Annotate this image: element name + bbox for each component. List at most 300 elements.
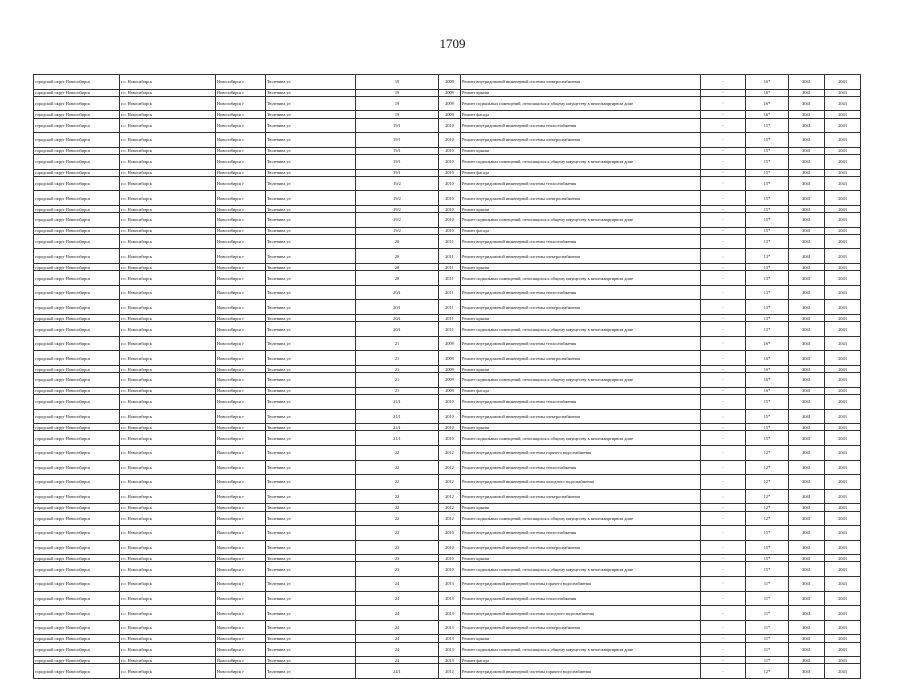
municipality-cell: городской округ Новосибирск bbox=[34, 75, 120, 90]
table-row bbox=[34, 300, 861, 315]
urban-district-cell: г.о. Новосибирск bbox=[120, 336, 216, 351]
table-row bbox=[34, 577, 861, 592]
urban-district-cell: г.о. Новосибирск bbox=[120, 562, 216, 577]
urban-district-cell: г.о. Новосибирск bbox=[120, 154, 216, 169]
table-row bbox=[34, 227, 861, 234]
municipality-cell: городской округ Новосибирск bbox=[34, 591, 120, 606]
end-year-cell: 2043 bbox=[825, 315, 861, 322]
street-cell: Тюленина ул bbox=[266, 387, 356, 394]
house-number-cell: 23 bbox=[356, 540, 439, 555]
locality-cell: Новосибирск г bbox=[216, 387, 266, 394]
work-type-cell: Ремонт подвальных помещений, относящихся к общему имуществу в многоквартирном доме bbox=[461, 96, 701, 111]
work-type-cell: Ремонт внутридомовой инженерной системы электроснабжения bbox=[461, 300, 701, 315]
house-number-cell: 24 bbox=[356, 606, 439, 621]
urban-district-cell: г.о. Новосибирск bbox=[120, 271, 216, 286]
locality-cell: Новосибирск г bbox=[216, 460, 266, 475]
table-row bbox=[34, 249, 861, 264]
municipality-cell: городской округ Новосибирск bbox=[34, 234, 120, 249]
urban-district-cell: г.о. Новосибирск bbox=[120, 234, 216, 249]
dash-cell: - bbox=[701, 147, 746, 154]
locality-cell: Новосибирск г bbox=[216, 511, 266, 526]
house-number-cell: 20 bbox=[356, 249, 439, 264]
year-built-cell: 2011 bbox=[439, 285, 461, 300]
table-row bbox=[34, 555, 861, 562]
municipality-cell: городской округ Новосибирск bbox=[34, 96, 120, 111]
term-cell: 15* bbox=[746, 147, 789, 154]
house-number-cell: 24 bbox=[356, 642, 439, 657]
work-type-cell: Ремонт внутридомовой инженерной системы теплоснабжения bbox=[461, 460, 701, 475]
end-year-cell: 2043 bbox=[825, 322, 861, 337]
start-year-cell: 2041 bbox=[789, 577, 825, 592]
work-type-cell: Ремонт крыши bbox=[461, 147, 701, 154]
locality-cell: Новосибирск г bbox=[216, 75, 266, 90]
work-type-cell: Ремонт внутридомовой инженерной системы теплоснабжения bbox=[461, 118, 701, 133]
municipality-cell: городской округ Новосибирск bbox=[34, 169, 120, 176]
table-row bbox=[34, 642, 861, 657]
table-row bbox=[34, 205, 861, 212]
dash-cell: - bbox=[701, 606, 746, 621]
house-number-cell: 22 bbox=[356, 489, 439, 504]
start-year-cell: 2041 bbox=[789, 264, 825, 271]
work-type-cell: Ремонт внутридомовой инженерной системы электроснабжения bbox=[461, 191, 701, 206]
start-year-cell: 2041 bbox=[789, 460, 825, 475]
term-cell: 12* bbox=[746, 511, 789, 526]
start-year-cell: 2041 bbox=[789, 271, 825, 286]
term-cell: 16* bbox=[746, 111, 789, 118]
term-cell: 16* bbox=[746, 336, 789, 351]
locality-cell: Новосибирск г bbox=[216, 336, 266, 351]
start-year-cell: 2041 bbox=[789, 555, 825, 562]
urban-district-cell: г.о. Новосибирск bbox=[120, 191, 216, 206]
end-year-cell: 2043 bbox=[825, 562, 861, 577]
house-number-cell: 19/1 bbox=[356, 147, 439, 154]
start-year-cell: 2041 bbox=[789, 315, 825, 322]
house-number-cell: 23 bbox=[356, 562, 439, 577]
work-type-cell: Ремонт крыши bbox=[461, 635, 701, 642]
dash-cell: - bbox=[701, 169, 746, 176]
year-built-cell: 2010 bbox=[439, 394, 461, 409]
street-cell: Тюленина ул bbox=[266, 555, 356, 562]
urban-district-cell: г.о. Новосибирск bbox=[120, 147, 216, 154]
municipality-cell: городской округ Новосибирск bbox=[34, 489, 120, 504]
end-year-cell: 2043 bbox=[825, 234, 861, 249]
term-cell: 13* bbox=[746, 285, 789, 300]
street-cell: Тюленина ул bbox=[266, 642, 356, 657]
end-year-cell: 2043 bbox=[825, 111, 861, 118]
municipality-cell: городской округ Новосибирск bbox=[34, 154, 120, 169]
table-row bbox=[34, 89, 861, 96]
locality-cell: Новосибирск г bbox=[216, 191, 266, 206]
dash-cell: - bbox=[701, 394, 746, 409]
municipality-cell: городской округ Новосибирск bbox=[34, 111, 120, 118]
urban-district-cell: г.о. Новосибирск bbox=[120, 227, 216, 234]
table-row bbox=[34, 96, 861, 111]
urban-district-cell: г.о. Новосибирск bbox=[120, 176, 216, 191]
house-number-cell: 20 bbox=[356, 271, 439, 286]
start-year-cell: 2041 bbox=[789, 75, 825, 90]
year-built-cell: 2012 bbox=[439, 489, 461, 504]
dash-cell: - bbox=[701, 271, 746, 286]
term-cell: 15* bbox=[746, 118, 789, 133]
start-year-cell: 2041 bbox=[789, 89, 825, 96]
table-row bbox=[34, 351, 861, 366]
end-year-cell: 2043 bbox=[825, 606, 861, 621]
municipality-cell: городской округ Новосибирск bbox=[34, 285, 120, 300]
dash-cell: - bbox=[701, 373, 746, 388]
dash-cell: - bbox=[701, 315, 746, 322]
start-year-cell: 2041 bbox=[789, 394, 825, 409]
start-year-cell: 2041 bbox=[789, 431, 825, 446]
table-row bbox=[34, 540, 861, 555]
dash-cell: - bbox=[701, 111, 746, 118]
year-built-cell: 2012 bbox=[439, 504, 461, 511]
urban-district-cell: г.о. Новосибирск bbox=[120, 133, 216, 148]
house-number-cell: 22 bbox=[356, 460, 439, 475]
dash-cell: - bbox=[701, 562, 746, 577]
locality-cell: Новосибирск г bbox=[216, 475, 266, 490]
urban-district-cell: г.о. Новосибирск bbox=[120, 394, 216, 409]
street-cell: Тюленина ул bbox=[266, 394, 356, 409]
end-year-cell: 2043 bbox=[825, 664, 861, 679]
house-number-cell: 20/1 bbox=[356, 315, 439, 322]
municipality-cell: городской округ Новосибирск bbox=[34, 555, 120, 562]
house-number-cell: 19 bbox=[356, 111, 439, 118]
dash-cell: - bbox=[701, 351, 746, 366]
house-number-cell: 24 bbox=[356, 635, 439, 642]
work-type-cell: Ремонт фасада bbox=[461, 657, 701, 664]
work-type-cell: Ремонт подвальных помещений, относящихся к общему имуществу в многоквартирном доме bbox=[461, 271, 701, 286]
term-cell: 15* bbox=[746, 191, 789, 206]
locality-cell: Новосибирск г bbox=[216, 154, 266, 169]
year-built-cell: 2010 bbox=[439, 526, 461, 541]
term-cell: 13* bbox=[746, 271, 789, 286]
year-built-cell: 2013 bbox=[439, 620, 461, 635]
municipality-cell: городской округ Новосибирск bbox=[34, 511, 120, 526]
urban-district-cell: г.о. Новосибирск bbox=[120, 96, 216, 111]
house-number-cell: 24 bbox=[356, 591, 439, 606]
year-built-cell: 2010 bbox=[439, 205, 461, 212]
start-year-cell: 2041 bbox=[789, 540, 825, 555]
end-year-cell: 2043 bbox=[825, 620, 861, 635]
dash-cell: - bbox=[701, 540, 746, 555]
locality-cell: Новосибирск г bbox=[216, 642, 266, 657]
end-year-cell: 2043 bbox=[825, 75, 861, 90]
start-year-cell: 2041 bbox=[789, 424, 825, 431]
locality-cell: Новосибирск г bbox=[216, 394, 266, 409]
table-row bbox=[34, 271, 861, 286]
municipality-cell: городской округ Новосибирск bbox=[34, 191, 120, 206]
work-type-cell: Ремонт внутридомовой инженерной системы теплоснабжения bbox=[461, 285, 701, 300]
end-year-cell: 2043 bbox=[825, 264, 861, 271]
municipality-cell: городской округ Новосибирск bbox=[34, 475, 120, 490]
work-type-cell: Ремонт крыши bbox=[461, 504, 701, 511]
municipality-cell: городской округ Новосибирск bbox=[34, 445, 120, 460]
street-cell: Тюленина ул bbox=[266, 351, 356, 366]
start-year-cell: 2041 bbox=[789, 191, 825, 206]
municipality-cell: городской округ Новосибирск bbox=[34, 657, 120, 664]
urban-district-cell: г.о. Новосибирск bbox=[120, 504, 216, 511]
start-year-cell: 2041 bbox=[789, 205, 825, 212]
start-year-cell: 2041 bbox=[789, 300, 825, 315]
year-built-cell: 2010 bbox=[439, 147, 461, 154]
house-number-cell: 19/2 bbox=[356, 205, 439, 212]
urban-district-cell: г.о. Новосибирск bbox=[120, 526, 216, 541]
locality-cell: Новосибирск г bbox=[216, 562, 266, 577]
municipality-cell: городской округ Новосибирск bbox=[34, 431, 120, 446]
dash-cell: - bbox=[701, 191, 746, 206]
start-year-cell: 2041 bbox=[789, 373, 825, 388]
locality-cell: Новосибирск г bbox=[216, 96, 266, 111]
table-row bbox=[34, 591, 861, 606]
street-cell: Тюленина ул bbox=[266, 475, 356, 490]
municipality-cell: городской округ Новосибирск bbox=[34, 526, 120, 541]
term-cell: 16* bbox=[746, 89, 789, 96]
municipality-cell: городской округ Новосибирск bbox=[34, 249, 120, 264]
start-year-cell: 2041 bbox=[789, 154, 825, 169]
term-cell: 16* bbox=[746, 366, 789, 373]
house-number-cell: 24 bbox=[356, 620, 439, 635]
municipality-cell: городской округ Новосибирск bbox=[34, 213, 120, 228]
urban-district-cell: г.о. Новосибирск bbox=[120, 424, 216, 431]
locality-cell: Новосибирск г bbox=[216, 591, 266, 606]
urban-district-cell: г.о. Новосибирск bbox=[120, 489, 216, 504]
dash-cell: - bbox=[701, 489, 746, 504]
term-cell: 12* bbox=[746, 489, 789, 504]
house-number-cell: 21/1 bbox=[356, 409, 439, 424]
locality-cell: Новосибирск г bbox=[216, 271, 266, 286]
urban-district-cell: г.о. Новосибирск bbox=[120, 475, 216, 490]
house-number-cell: 19/2 bbox=[356, 191, 439, 206]
locality-cell: Новосибирск г bbox=[216, 504, 266, 511]
year-built-cell: 2010 bbox=[439, 562, 461, 577]
year-built-cell: 2010 bbox=[439, 409, 461, 424]
start-year-cell: 2041 bbox=[789, 657, 825, 664]
municipality-cell: городской округ Новосибирск bbox=[34, 562, 120, 577]
term-cell: 15* bbox=[746, 424, 789, 431]
house-number-cell: 23 bbox=[356, 526, 439, 541]
year-built-cell: 2009 bbox=[439, 75, 461, 90]
urban-district-cell: г.о. Новосибирск bbox=[120, 75, 216, 90]
table-row bbox=[34, 511, 861, 526]
dash-cell: - bbox=[701, 227, 746, 234]
house-number-cell: 21 bbox=[356, 387, 439, 394]
start-year-cell: 2041 bbox=[789, 445, 825, 460]
term-cell: 11* bbox=[746, 620, 789, 635]
table-body bbox=[34, 75, 861, 679]
urban-district-cell: г.о. Новосибирск bbox=[120, 657, 216, 664]
year-built-cell: 2009 bbox=[439, 366, 461, 373]
street-cell: Тюленина ул bbox=[266, 511, 356, 526]
municipality-cell: городской округ Новосибирск bbox=[34, 227, 120, 234]
locality-cell: Новосибирск г bbox=[216, 555, 266, 562]
work-type-cell: Ремонт внутридомовой инженерной системы холодного водоснабжения bbox=[461, 475, 701, 490]
work-type-cell: Ремонт внутридомовой инженерной системы теплоснабжения bbox=[461, 234, 701, 249]
locality-cell: Новосибирск г bbox=[216, 176, 266, 191]
work-type-cell: Ремонт внутридомовой инженерной системы теплоснабжения bbox=[461, 336, 701, 351]
work-type-cell: Ремонт фасада bbox=[461, 387, 701, 394]
table-row bbox=[34, 489, 861, 504]
term-cell: 15* bbox=[746, 227, 789, 234]
street-cell: Тюленина ул bbox=[266, 227, 356, 234]
start-year-cell: 2041 bbox=[789, 489, 825, 504]
term-cell: 15* bbox=[746, 176, 789, 191]
work-type-cell: Ремонт подвальных помещений, относящихся к общему имуществу в многоквартирном доме bbox=[461, 511, 701, 526]
locality-cell: Новосибирск г bbox=[216, 300, 266, 315]
municipality-cell: городской округ Новосибирск bbox=[34, 336, 120, 351]
urban-district-cell: г.о. Новосибирск bbox=[120, 445, 216, 460]
term-cell: 12* bbox=[746, 664, 789, 679]
work-type-cell: Ремонт подвальных помещений, относящихся к общему имуществу в многоквартирном доме bbox=[461, 154, 701, 169]
end-year-cell: 2043 bbox=[825, 657, 861, 664]
house-number-cell: 19/2 bbox=[356, 227, 439, 234]
street-cell: Тюленина ул bbox=[266, 315, 356, 322]
start-year-cell: 2041 bbox=[789, 606, 825, 621]
locality-cell: Новосибирск г bbox=[216, 89, 266, 96]
end-year-cell: 2043 bbox=[825, 540, 861, 555]
term-cell: 11* bbox=[746, 591, 789, 606]
street-cell: Тюленина ул bbox=[266, 664, 356, 679]
start-year-cell: 2041 bbox=[789, 118, 825, 133]
dash-cell: - bbox=[701, 424, 746, 431]
year-built-cell: 2011 bbox=[439, 249, 461, 264]
street-cell: Тюленина ул bbox=[266, 366, 356, 373]
urban-district-cell: г.о. Новосибирск bbox=[120, 387, 216, 394]
term-cell: 11* bbox=[746, 577, 789, 592]
municipality-cell: городской округ Новосибирск bbox=[34, 147, 120, 154]
locality-cell: Новосибирск г bbox=[216, 234, 266, 249]
house-number-cell: 21 bbox=[356, 336, 439, 351]
year-built-cell: 2010 bbox=[439, 169, 461, 176]
house-number-cell: 21/1 bbox=[356, 394, 439, 409]
locality-cell: Новосибирск г bbox=[216, 118, 266, 133]
year-built-cell: 2010 bbox=[439, 540, 461, 555]
end-year-cell: 2043 bbox=[825, 351, 861, 366]
urban-district-cell: г.о. Новосибирск bbox=[120, 205, 216, 212]
work-type-cell: Ремонт внутридомовой инженерной системы горячего водоснабжения bbox=[461, 445, 701, 460]
work-type-cell: Ремонт крыши bbox=[461, 366, 701, 373]
end-year-cell: 2043 bbox=[825, 511, 861, 526]
table-row bbox=[34, 154, 861, 169]
locality-cell: Новосибирск г bbox=[216, 445, 266, 460]
urban-district-cell: г.о. Новосибирск bbox=[120, 169, 216, 176]
start-year-cell: 2041 bbox=[789, 475, 825, 490]
start-year-cell: 2041 bbox=[789, 409, 825, 424]
street-cell: Тюленина ул bbox=[266, 322, 356, 337]
urban-district-cell: г.о. Новосибирск bbox=[120, 315, 216, 322]
urban-district-cell: г.о. Новосибирск bbox=[120, 606, 216, 621]
municipality-cell: городской округ Новосибирск bbox=[34, 264, 120, 271]
locality-cell: Новосибирск г bbox=[216, 205, 266, 212]
term-cell: 13* bbox=[746, 300, 789, 315]
locality-cell: Новосибирск г bbox=[216, 606, 266, 621]
street-cell: Тюленина ул bbox=[266, 118, 356, 133]
year-built-cell: 2010 bbox=[439, 227, 461, 234]
street-cell: Тюленина ул bbox=[266, 606, 356, 621]
work-type-cell: Ремонт внутридомовой инженерной системы электроснабжения bbox=[461, 540, 701, 555]
urban-district-cell: г.о. Новосибирск bbox=[120, 322, 216, 337]
dash-cell: - bbox=[701, 118, 746, 133]
year-built-cell: 2009 bbox=[439, 111, 461, 118]
work-type-cell: Ремонт подвальных помещений, относящихся к общему имуществу в многоквартирном доме bbox=[461, 431, 701, 446]
table-row bbox=[34, 176, 861, 191]
locality-cell: Новосибирск г bbox=[216, 635, 266, 642]
year-built-cell: 2009 bbox=[439, 96, 461, 111]
term-cell: 13* bbox=[746, 264, 789, 271]
term-cell: 13* bbox=[746, 322, 789, 337]
municipality-cell: городской округ Новосибирск bbox=[34, 176, 120, 191]
end-year-cell: 2043 bbox=[825, 424, 861, 431]
urban-district-cell: г.о. Новосибирск bbox=[120, 373, 216, 388]
dash-cell: - bbox=[701, 445, 746, 460]
end-year-cell: 2043 bbox=[825, 642, 861, 657]
locality-cell: Новосибирск г bbox=[216, 351, 266, 366]
street-cell: Тюленина ул bbox=[266, 657, 356, 664]
table-row bbox=[34, 315, 861, 322]
work-type-cell: Ремонт внутридомовой инженерной системы электроснабжения bbox=[461, 133, 701, 148]
term-cell: 15* bbox=[746, 555, 789, 562]
term-cell: 13* bbox=[746, 315, 789, 322]
municipality-cell: городской округ Новосибирск bbox=[34, 394, 120, 409]
end-year-cell: 2043 bbox=[825, 431, 861, 446]
table-row bbox=[34, 213, 861, 228]
work-type-cell: Ремонт внутридомовой инженерной системы горячего водоснабжения bbox=[461, 664, 701, 679]
end-year-cell: 2043 bbox=[825, 366, 861, 373]
start-year-cell: 2041 bbox=[789, 511, 825, 526]
end-year-cell: 2043 bbox=[825, 96, 861, 111]
end-year-cell: 2043 bbox=[825, 300, 861, 315]
start-year-cell: 2041 bbox=[789, 664, 825, 679]
street-cell: Тюленина ул bbox=[266, 264, 356, 271]
table-row bbox=[34, 75, 861, 90]
municipality-cell: городской округ Новосибирск bbox=[34, 373, 120, 388]
term-cell: 15* bbox=[746, 154, 789, 169]
start-year-cell: 2041 bbox=[789, 133, 825, 148]
start-year-cell: 2041 bbox=[789, 169, 825, 176]
work-type-cell: Ремонт внутридомовой инженерной системы теплоснабжения bbox=[461, 591, 701, 606]
municipality-cell: городской округ Новосибирск bbox=[34, 271, 120, 286]
locality-cell: Новосибирск г bbox=[216, 366, 266, 373]
house-number-cell: 22 bbox=[356, 511, 439, 526]
end-year-cell: 2043 bbox=[825, 635, 861, 642]
urban-district-cell: г.о. Новосибирск bbox=[120, 540, 216, 555]
locality-cell: Новосибирск г bbox=[216, 409, 266, 424]
table-row bbox=[34, 322, 861, 337]
street-cell: Тюленина ул bbox=[266, 205, 356, 212]
municipality-cell: городской округ Новосибирск bbox=[34, 118, 120, 133]
urban-district-cell: г.о. Новосибирск bbox=[120, 285, 216, 300]
house-number-cell: 20/1 bbox=[356, 300, 439, 315]
dash-cell: - bbox=[701, 504, 746, 511]
street-cell: Тюленина ул bbox=[266, 271, 356, 286]
urban-district-cell: г.о. Новосибирск bbox=[120, 366, 216, 373]
end-year-cell: 2043 bbox=[825, 577, 861, 592]
municipality-cell: городской округ Новосибирск bbox=[34, 577, 120, 592]
dash-cell: - bbox=[701, 577, 746, 592]
year-built-cell: 2010 bbox=[439, 213, 461, 228]
locality-cell: Новосибирск г bbox=[216, 540, 266, 555]
house-number-cell: 20 bbox=[356, 234, 439, 249]
page-number: 1709 bbox=[439, 36, 466, 51]
municipality-cell: городской округ Новосибирск bbox=[34, 205, 120, 212]
municipality-cell: городской округ Новосибирск bbox=[34, 664, 120, 679]
term-cell: 13* bbox=[746, 234, 789, 249]
work-type-cell: Ремонт подвальных помещений, относящихся к общему имуществу в многоквартирном доме bbox=[461, 642, 701, 657]
term-cell: 15* bbox=[746, 394, 789, 409]
work-type-cell: Ремонт подвальных помещений, относящихся к общему имуществу в многоквартирном доме bbox=[461, 562, 701, 577]
table-row bbox=[34, 169, 861, 176]
table-row bbox=[34, 147, 861, 154]
term-cell: 11* bbox=[746, 606, 789, 621]
